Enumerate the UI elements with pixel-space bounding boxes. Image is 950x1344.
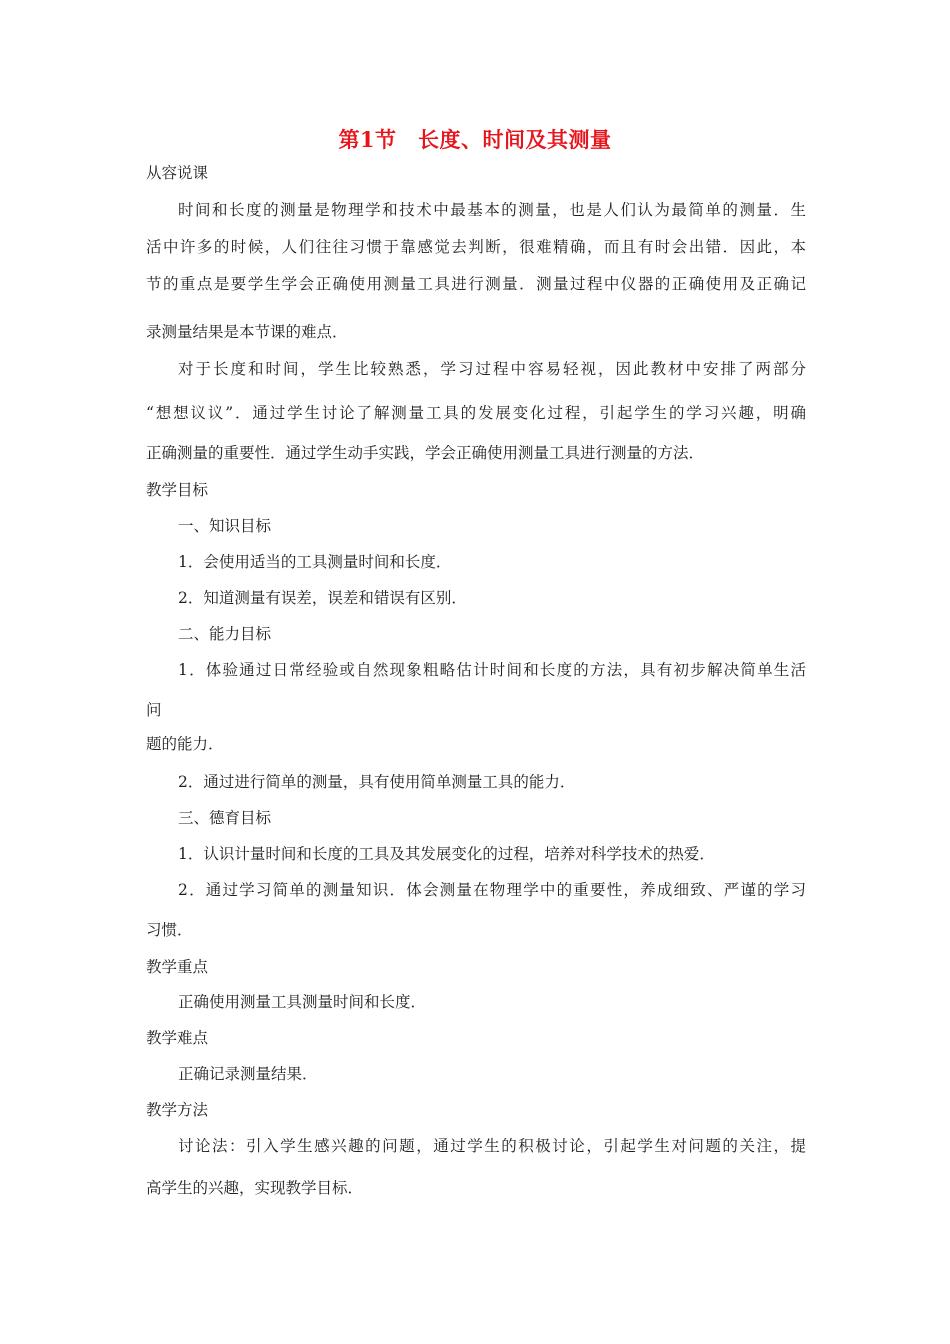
section-heading-method: 教学方法 — [146, 1101, 209, 1119]
subsection-heading-moral: 三、德育目标 — [178, 809, 272, 827]
subsection-heading-ability: 二、能力目标 — [178, 625, 272, 643]
list-item-continuation: 问 — [146, 701, 162, 719]
section-heading-goals: 教学目标 — [146, 481, 209, 499]
paragraph-line: 正确使用测量工具测量时间和长度． — [178, 993, 427, 1011]
paragraph-line: 正确测量的重要性．通过学生动手实践，学会正确使用测量工具进行测量的方法． — [146, 444, 705, 462]
list-item: 1．会使用适当的工具测量时间和长度． — [178, 553, 452, 571]
paragraph-line: 时间和长度的测量是物理学和技术中最基本的测量，也是人们认为最简单的测量．生 — [178, 201, 806, 219]
paragraph-line: 高学生的兴趣，实现教学目标． — [146, 1179, 364, 1197]
paragraph-line: 正确记录测量结果． — [178, 1065, 318, 1083]
paragraph-line: 录测量结果是本节课的难点． — [146, 323, 348, 341]
list-item: 2．通过进行简单的测量，具有使用简单测量工具的能力． — [178, 773, 576, 791]
document-title: 第1节 长度、时间及其测量 — [338, 127, 612, 152]
paragraph-line: 节的重点是要学生学会正确使用测量工具进行测量．测量过程中仪器的正确使用及正确记 — [146, 275, 806, 293]
paragraph-line: 讨论法：引入学生感兴趣的问题，通过学生的积极讨论，引起学生对问题的关注，提 — [178, 1137, 806, 1155]
list-item-continuation: 习惯． — [146, 921, 193, 939]
section-heading-difficulty: 教学难点 — [146, 1029, 209, 1047]
list-item-continuation: 题的能力． — [146, 735, 224, 753]
paragraph-line: 活中许多的时候，人们往往习惯于靠感觉去判断，很难精确，而且有时会出错．因此，本 — [146, 238, 806, 256]
paragraph-line: 对于长度和时间，学生比较熟悉，学习过程中容易轻视，因此教材中安排了两部分 — [178, 360, 806, 378]
list-item: 1．体验通过日常经验或自然现象粗略估计时间和长度的方法，具有初步解决简单生活 — [178, 661, 806, 679]
subsection-heading-knowledge: 一、知识目标 — [178, 517, 272, 535]
list-item: 2．知道测量有误差，误差和错误有区别． — [178, 589, 467, 607]
section-heading-key: 教学重点 — [146, 958, 209, 976]
section-heading-intro: 从容说课 — [146, 164, 209, 182]
list-item: 2．通过学习简单的测量知识．体会测量在物理学中的重要性，养成细致、严谨的学习 — [178, 881, 806, 899]
paragraph-line: “想想议议”．通过学生讨论了解测量工具的发展变化过程，引起学生的学习兴趣，明确 — [146, 404, 806, 422]
list-item: 1．认识计量时间和长度的工具及其发展变化的过程，培养对科学技术的热爱． — [178, 845, 715, 863]
